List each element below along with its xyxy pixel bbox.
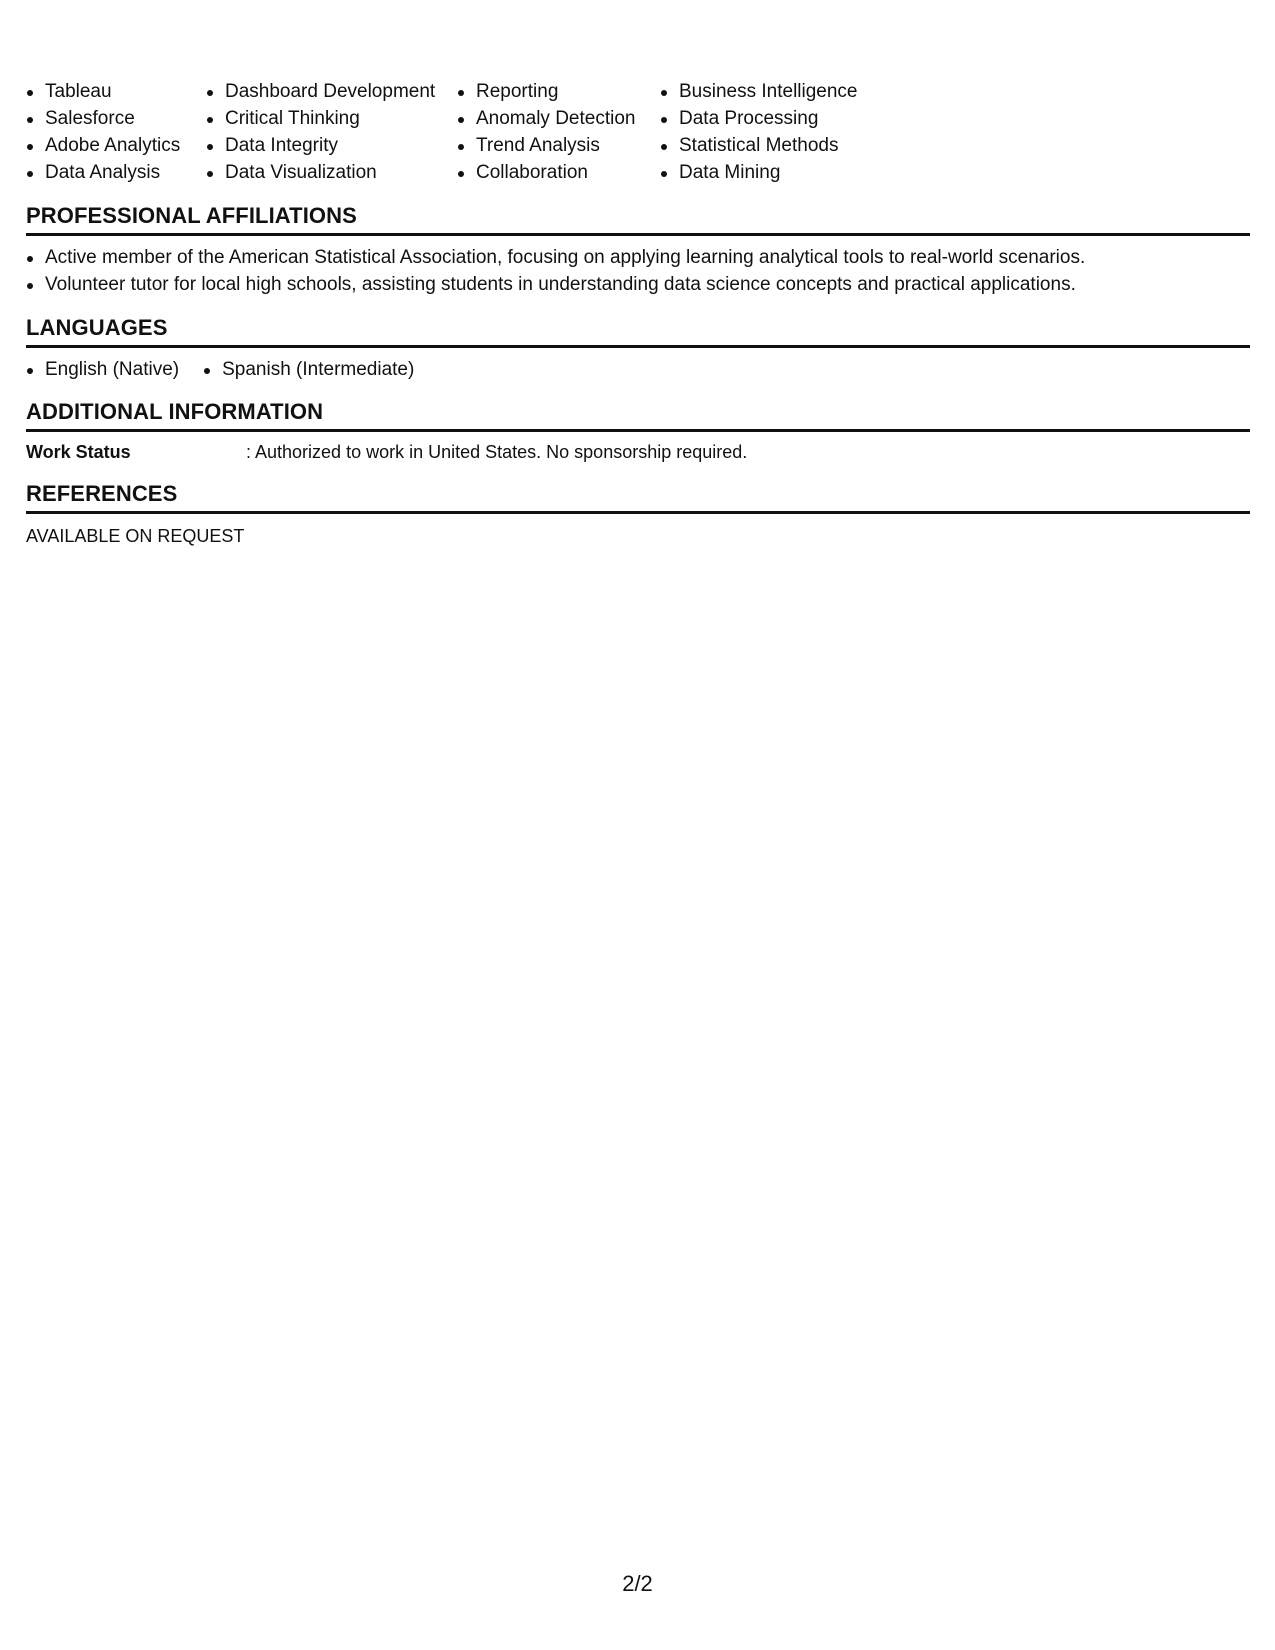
skill-item: Dashboard Development: [206, 78, 457, 105]
skill-item: Business Intelligence: [660, 78, 920, 105]
language-item: Spanish (Intermediate): [203, 356, 414, 383]
skill-item: Salesforce: [26, 105, 206, 132]
languages-list: [26, 356, 438, 383]
skill-item: Collaboration: [457, 159, 660, 186]
skills-column-2: [206, 78, 457, 186]
skill-item: Critical Thinking: [206, 105, 457, 132]
work-status-row: [26, 439, 747, 465]
skill-item: Anomaly Detection: [457, 105, 660, 132]
skill-item: Data Analysis: [26, 159, 206, 186]
skill-item: Data Processing: [660, 105, 920, 132]
skills-column-4: [660, 78, 920, 186]
skills-column-1: [26, 78, 206, 186]
skill-item: Data Mining: [660, 159, 920, 186]
language-item: English (Native): [26, 356, 179, 383]
references-heading: REFERENCES: [26, 481, 1250, 514]
references-text: AVAILABLE ON REQUEST: [26, 526, 245, 546]
skill-item: Statistical Methods: [660, 132, 920, 159]
affiliation-item: Volunteer tutor for local high schools, assisting students in understanding data science concepts and practical applications.: [26, 271, 1085, 298]
affiliations-heading: PROFESSIONAL AFFILIATIONS: [26, 203, 1250, 236]
affiliation-item: Active member of the American Statistical Association, focusing on applying learning analytical tools to real-world scenarios.: [26, 244, 1085, 271]
skill-item: Data Integrity: [206, 132, 457, 159]
skill-item: Tableau: [26, 78, 206, 105]
work-status-value: : Authorized to work in United States. No sponsorship required.: [246, 442, 748, 462]
skills-column-3: [457, 78, 660, 186]
skill-item: Trend Analysis: [457, 132, 660, 159]
skill-item: Data Visualization: [206, 159, 457, 186]
work-status-label: Work Status: [26, 442, 131, 462]
additional-info-heading: ADDITIONAL INFORMATION: [26, 399, 1250, 432]
page-number: 2/2: [622, 1571, 653, 1596]
skills-grid: [26, 78, 920, 186]
skill-item: Reporting: [457, 78, 660, 105]
affiliations-list: [26, 244, 1085, 298]
languages-heading: LANGUAGES: [26, 315, 1250, 348]
skill-item: Adobe Analytics: [26, 132, 206, 159]
